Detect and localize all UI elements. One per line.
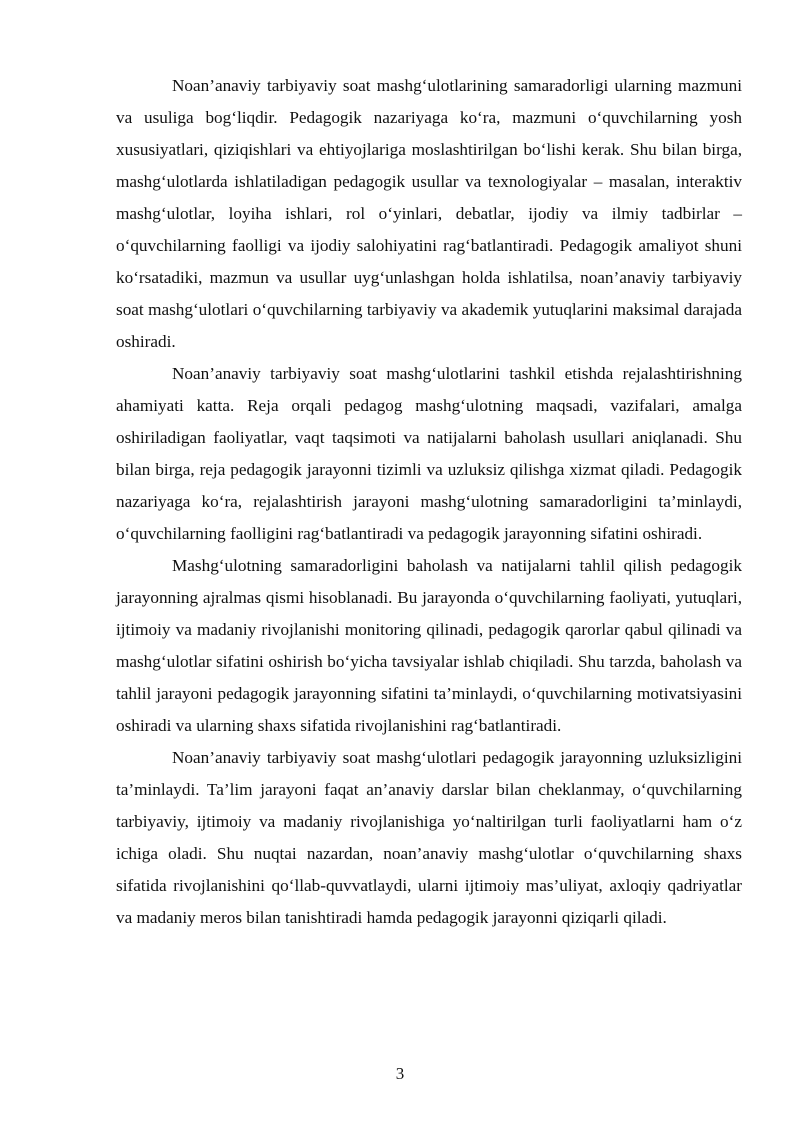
paragraph-3: Mashg‘ulotning samaradorligini baholash va natijalarni tahlil qilish pedagogik jarayonning ajralmas qismi hisoblanadi. Bu jarayonda o‘quvchilarning faoliyati, yutuqlari, ijtimoiy va madaniy rivojlanishi monitoring qilinadi, pedagogik qarorlar qabul qilinadi va mashg‘ulotlar sifatini oshirish bo‘yicha tavsiyalar ishlab chiqiladi. Shu tarzda, baholash va tahlil jarayoni pedagogik jarayonning sifatini ta’minlaydi, o‘quvchilarning motivatsiyasini oshiradi va ularning shaxs sifatida rivojlanishini rag‘batlantiradi. bbox=[116, 556, 742, 735]
paragraph-4: Noan’anaviy tarbiyaviy soat mashg‘ulotlari pedagogik jarayonning uzluksizligini ta’minlaydi. Ta’lim jarayoni faqat an’anaviy darslar bilan cheklanmay, o‘quvchilarning tarbiyaviy, ijtimoiy va madaniy rivojlanishiga yo‘naltirilgan turli faoliyatlarni ham o‘z ichiga oladi. Shu nuqtai nazardan, noan’anaviy mashg‘ulotlar o‘quvchilarning shaxs sifatida rivojlanishini qo‘llab-quvvatlaydi, ularni ijtimoiy mas’uliyat, axloqiy qadriyatlar va madaniy meros bilan tanishtiradi hamda pedagogik jarayonni qiziqarli qiladi. bbox=[116, 748, 742, 927]
paragraph-2: Noan’anaviy tarbiyaviy soat mashg‘ulotlarini tashkil etishda rejalashtirishning ahamiyati katta. Reja orqali pedagog mashg‘ulotning maqsadi, vazifalari, amalga oshiriladigan faoliyatlar, vaqt taqsimoti va natijalarni baholash usullari aniqlanadi. Shu bilan birga, reja pedagogik jarayonni tizimli va uzluksiz qilishga xizmat qiladi. Pedagogik nazariyaga ko‘ra, rejalashtirish jarayoni mashg‘ulotning samaradorligini ta’minlaydi, o‘quvchilarning faolligini rag‘batlantiradi va pedagogik jarayonning sifatini oshiradi. bbox=[116, 364, 742, 543]
paragraph-1: Noan’anaviy tarbiyaviy soat mashg‘ulotlarining samaradorligi ularning mazmuni va usuliga bog‘liqdir. Pedagogik nazariyaga ko‘ra, mazmuni o‘quvchilarning yosh xususiyatlari, qiziqishlari va ehtiyojlariga moslashtirilgan bo‘lishi kerak. Shu bilan birga, mashg‘ulotlarda ishlatiladigan pedagogik usullar va texnologiyalar – masalan, interaktiv mashg‘ulotlar, loyiha ishlari, rol o‘yinlari, debatlar, ijodiy va ilmiy tadbirlar – o‘quvchilarning faolligi va ijodiy salohiyatini rag‘batlantiradi. Pedagogik amaliyot shuni ko‘rsatadiki, mazmun va usullar uyg‘unlashgan holda ishlatilsa, noan’anaviy tarbiyaviy soat mashg‘ulotlari o‘quvchilarning tarbiyaviy va akademik yutuqlarini maksimal darajada oshiradi. bbox=[116, 76, 742, 351]
page-body bbox=[116, 70, 742, 934]
page-number: 3 bbox=[395, 1064, 405, 1083]
